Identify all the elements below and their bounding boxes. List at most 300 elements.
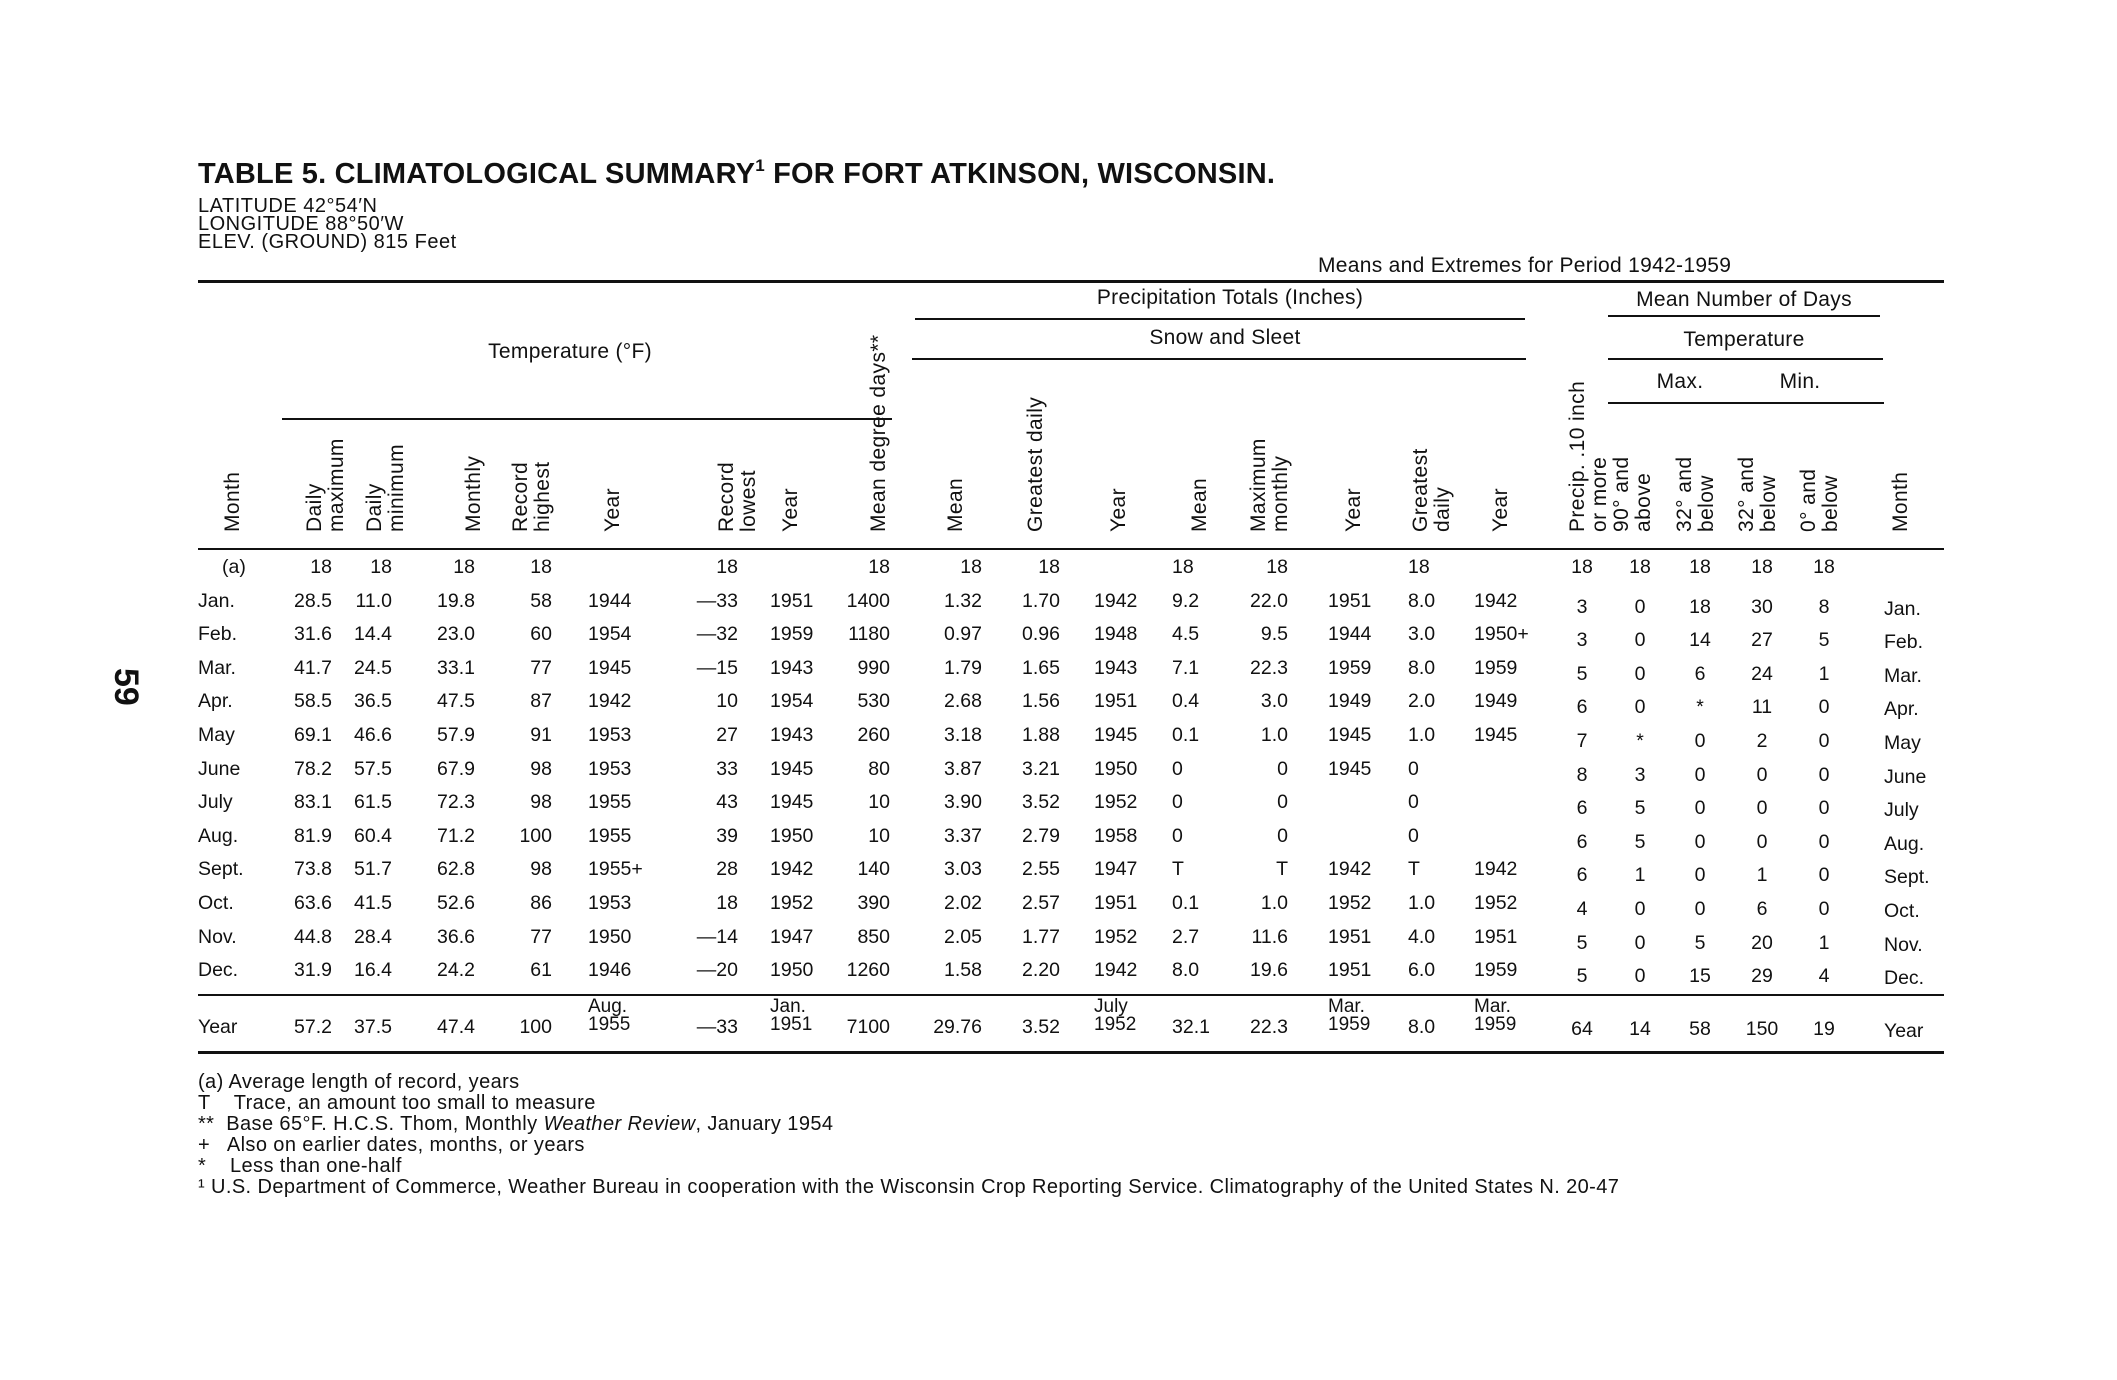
cell-year5: 1952: [1474, 892, 1518, 914]
cell-0-below: 1: [1818, 662, 1830, 685]
cell-month: Dec.: [198, 959, 239, 982]
cell-precip-10: 5: [1576, 931, 1588, 954]
cell-precip-10: 4: [1576, 898, 1588, 920]
cell-year1: 1953: [588, 724, 632, 746]
cell-monthly: 52.6: [437, 892, 475, 914]
cell-year1: 1955+: [588, 858, 643, 881]
cell-year3: 1950: [1094, 757, 1138, 780]
cell-snow-greatest: 4.0: [1408, 925, 1436, 948]
cell-degree-days: 18: [868, 556, 890, 578]
cell-record-high: 58: [530, 589, 552, 612]
cell-record-low: 18: [716, 556, 738, 578]
cell-snow-greatest: 3.0: [1408, 623, 1436, 646]
col-year-1: Year: [601, 487, 624, 532]
cell-daily-min: 11.0: [355, 589, 392, 612]
maxmin-rule: [1608, 402, 1884, 404]
cell-record-low: —15: [696, 656, 738, 679]
cell-daily-max: 44.8: [294, 925, 332, 948]
cell-monthly: 36.6: [437, 925, 475, 948]
snow-rule: [912, 358, 1526, 360]
cell-year3: 1952: [1094, 925, 1138, 948]
cell-daily-max: 31.6: [294, 623, 332, 646]
cell-precip-10: 8: [1576, 763, 1588, 786]
year-degree-days: 7100: [846, 1016, 890, 1038]
cell-0-below: 18: [1813, 556, 1835, 578]
cell-precip-mean: 3.87: [944, 757, 982, 780]
cell-precip-10: 5: [1576, 965, 1588, 988]
cell-degree-days: 260: [857, 724, 890, 746]
year-32-below-max: 58: [1689, 1018, 1711, 1040]
year-daily-max: 57.2: [294, 1016, 332, 1038]
cell-record-low: —33: [696, 589, 738, 612]
cell-greatest-daily: 1.65: [1022, 656, 1060, 679]
year-year4-month: Mar.: [1328, 996, 1365, 1017]
cell-90-above: 0: [1634, 595, 1646, 618]
cell-precip-10: 6: [1576, 864, 1588, 887]
cell-snow-mean: 0.4: [1172, 690, 1200, 713]
snow-sleet-heading: Snow and Sleet: [1149, 326, 1301, 349]
cell-degree-days: 990: [857, 656, 890, 679]
cell-greatest-daily: 3.52: [1022, 791, 1060, 814]
cell-snow-mean: 4.5: [1172, 623, 1200, 646]
bottom-rule: [198, 1051, 1944, 1054]
col-precip-10: Precip. .10 inch or more: [1566, 380, 1611, 532]
cell-snow-mean: 0: [1172, 757, 1183, 780]
cell-year2: 1954: [770, 690, 814, 713]
cell-monthly: 72.3: [437, 791, 475, 814]
cell-daily-min: 16.4: [354, 959, 392, 982]
cell-year2: 1943: [770, 724, 814, 746]
cell-90-above: 0: [1634, 931, 1646, 954]
cell-month-right: Aug.: [1884, 832, 1925, 855]
cell-max-monthly: 11.6: [1251, 925, 1288, 948]
cell-90-above: 3: [1634, 763, 1646, 786]
cell-greatest-daily: 0.96: [1022, 623, 1060, 646]
cell-snow-mean: 0.1: [1172, 892, 1200, 914]
cell-32-below-max: 5: [1694, 931, 1706, 954]
cell-month: Mar.: [198, 656, 236, 679]
cell-max-monthly: T: [1276, 858, 1288, 881]
cell-0-below: 0: [1818, 864, 1830, 887]
cell-precip-mean: 2.02: [944, 892, 982, 914]
cell-month: Jan.: [198, 589, 235, 612]
cell-0-below: 0: [1818, 696, 1830, 719]
col-daily-min: Daily minimum: [363, 444, 408, 532]
cell-monthly: 18: [453, 556, 475, 578]
cell-32-below-max: 0: [1694, 898, 1706, 920]
cell-year5: 1942: [1474, 858, 1518, 881]
year-year1: 1955: [588, 1014, 631, 1035]
cell-greatest-daily: 2.57: [1022, 892, 1060, 914]
cell-snow-mean: T: [1172, 858, 1184, 881]
cell-90-above: 5: [1634, 830, 1646, 853]
cell-greatest-daily: 1.88: [1022, 724, 1060, 746]
latitude: LATITUDE 42°54′N: [198, 195, 378, 217]
cell-32-below-min: 27: [1751, 629, 1773, 652]
cell-year3: 1947: [1094, 858, 1138, 881]
cell-90-above: 0: [1634, 662, 1646, 685]
cell-90-above: 1: [1634, 864, 1646, 887]
table-title: TABLE 5. CLIMATOLOGICAL SUMMARY$^1$ FOR FORT ATKINSON, WISCONSIN.: [198, 156, 1276, 190]
cell-record-high: 100: [519, 824, 552, 847]
cell-daily-max: 41.7: [294, 656, 332, 679]
year-daily-min: 37.5: [354, 1016, 392, 1038]
longitude: LONGITUDE 88°50′W: [198, 213, 404, 235]
cell-year2: 1952: [770, 892, 814, 914]
cell-monthly: 67.9: [437, 757, 475, 780]
cell-degree-days: 530: [857, 690, 890, 713]
cell-year2: 1950: [770, 959, 814, 982]
cell-32-below-min: 18: [1751, 556, 1773, 578]
cell-year4: 1945: [1328, 757, 1372, 780]
footnote-plus: + Also on earlier dates, months, or years: [198, 1134, 585, 1156]
col-record-high: Record highest: [509, 461, 554, 532]
year-label: Year: [198, 1016, 238, 1038]
cell-year5: 1945: [1474, 724, 1518, 746]
cell-record-high: 98: [530, 757, 552, 780]
cell-snow-greatest: 1.0: [1408, 892, 1436, 914]
cell-record-high: 86: [530, 892, 552, 914]
cell-max-monthly: 3.0: [1260, 690, 1288, 713]
cell-daily-max: 78.2: [294, 757, 332, 780]
cell-precip-mean: 1.79: [944, 656, 982, 679]
cell-year2: 1950: [770, 824, 814, 847]
cell-year1: 1953: [588, 892, 632, 914]
cell-snow-greatest: 8.0: [1408, 589, 1436, 612]
cell-record-low: 28: [716, 858, 738, 881]
cell-monthly: 62.8: [437, 858, 475, 881]
cell-32-below-min: 0: [1756, 763, 1768, 786]
cell-precip-mean: 3.37: [944, 824, 982, 847]
cell-monthly: 71.2: [437, 824, 475, 847]
cell-record-low: —14: [696, 925, 738, 948]
cell-daily-max: 18: [310, 556, 332, 578]
col-year-5: Year: [1489, 487, 1512, 532]
cell-32-below-min: 0: [1756, 830, 1768, 853]
cell-precip-mean: 3.18: [944, 724, 982, 746]
cell-precip-mean: 3.90: [944, 791, 982, 814]
cell-0-below: 0: [1818, 830, 1830, 853]
cell-32-below-min: 6: [1756, 898, 1768, 920]
cell-32-below-min: 11: [1751, 696, 1773, 719]
cell-month-right: Oct.: [1884, 900, 1920, 922]
cell-max-monthly: 18: [1266, 556, 1288, 578]
cell-degree-days: 10: [868, 824, 890, 847]
year-max-monthly: 22.3: [1250, 1016, 1288, 1038]
cell-daily-max: 28.5: [294, 589, 332, 612]
cell-month-right: Nov.: [1884, 933, 1923, 956]
cell-0-below: 0: [1818, 797, 1830, 820]
cell-year4: 1951: [1328, 925, 1372, 948]
year-greatest-daily: 3.52: [1022, 1016, 1060, 1038]
cell-precip-10: 6: [1576, 696, 1588, 719]
col-daily-max: Daily maximum: [303, 438, 348, 532]
cell-snow-greatest: 8.0: [1408, 656, 1436, 679]
cell-year5: 1950+: [1474, 623, 1529, 646]
cell-daily-max: 83.1: [294, 791, 332, 814]
cell-year5: 1942: [1474, 589, 1518, 612]
cell-year4: 1952: [1328, 892, 1372, 914]
cell-year1: 1942: [588, 690, 632, 713]
cell-0-below: 0: [1818, 898, 1830, 920]
col-degree-days: Mean degree days**: [867, 334, 890, 532]
cell-max-monthly: 22.3: [1250, 656, 1288, 679]
cell-record-high: 98: [530, 791, 552, 814]
min-heading: Min.: [1779, 370, 1821, 393]
cell-precip-10: 5: [1576, 662, 1588, 685]
cell-32-below-min: 20: [1751, 931, 1773, 954]
year-year3: 1952: [1094, 1014, 1137, 1035]
year-year4: 1959: [1328, 1014, 1371, 1035]
cell-max-monthly: 19.6: [1250, 959, 1288, 982]
cell-year1: 1954: [588, 623, 632, 646]
year-precip-10: 64: [1571, 1018, 1593, 1040]
cell-0-below: 1: [1818, 931, 1830, 954]
cell-32-below-max: 18: [1689, 556, 1711, 578]
cell-year3: 1948: [1094, 623, 1138, 646]
footnote-star: * Less than one-half: [198, 1155, 402, 1177]
col-record-low: Record lowest: [715, 461, 760, 532]
cell-greatest-daily: 18: [1038, 556, 1060, 578]
year-snow-greatest: 8.0: [1408, 1016, 1436, 1038]
cell-snow-mean: 2.7: [1172, 925, 1200, 948]
top-rule: [198, 280, 1944, 283]
cell-max-monthly: 0: [1277, 757, 1288, 780]
cell-month: June: [198, 757, 241, 780]
cell-90-above: 0: [1634, 898, 1646, 920]
cell-daily-min: 14.4: [354, 623, 392, 646]
cell-record-high: 60: [530, 623, 552, 646]
cell-snow-greatest: 18: [1408, 556, 1430, 578]
cell-0-below: 0: [1818, 763, 1830, 786]
cell-month-right: May: [1884, 732, 1921, 754]
cell-daily-min: 46.6: [354, 724, 392, 746]
footnote-a: (a) Average length of record, years: [198, 1071, 520, 1093]
cell-0-below: 4: [1818, 965, 1830, 988]
col-year-3: Year: [1107, 487, 1130, 532]
cell-32-below-min: 2: [1756, 730, 1768, 752]
cell-daily-max: 63.6: [294, 892, 332, 914]
cell-32-below-max: 14: [1689, 629, 1711, 652]
cell-32-below-max: 0: [1694, 763, 1706, 786]
year-label-right: Year: [1884, 1020, 1924, 1042]
col-month: Month: [221, 471, 244, 532]
cell-snow-greatest: 6.0: [1408, 959, 1436, 982]
cell-32-below-max: 0: [1694, 730, 1706, 752]
cell-month-right: June: [1884, 765, 1927, 788]
cell-snow-mean: 18: [1172, 556, 1194, 578]
cell-record-high: 77: [530, 656, 552, 679]
cell-month: July: [198, 791, 233, 814]
precipitation-heading: Precipitation Totals (Inches): [1096, 286, 1364, 309]
cell-year1: 1953: [588, 757, 632, 780]
cell-month: May: [198, 724, 235, 746]
cell-32-below-max: 0: [1694, 864, 1706, 887]
col-monthly: Monthly: [462, 455, 485, 532]
col-snow-mean: Mean: [1188, 477, 1211, 532]
cell-max-monthly: 22.0: [1250, 589, 1288, 612]
year-0-below: 19: [1813, 1018, 1835, 1040]
cell-degree-days: 1260: [846, 959, 890, 982]
col-max-monthly: Maximum monthly: [1247, 438, 1292, 532]
cell-month: Oct.: [198, 892, 234, 914]
days-temperature-heading: Temperature: [1683, 328, 1805, 351]
cell-year4: 1945: [1328, 724, 1372, 746]
cell-year4: 1949: [1328, 690, 1372, 713]
cell-year4: 1951: [1328, 959, 1372, 982]
footnote-trace: T Trace, an amount too small to measure: [198, 1092, 596, 1114]
cell-snow-greatest: 0: [1408, 824, 1419, 847]
cell-month-right: Sept.: [1884, 866, 1930, 889]
cell-record-low: —32: [696, 623, 738, 646]
cell-daily-max: 73.8: [294, 858, 332, 881]
header-bottom-rule: [198, 548, 1944, 550]
cell-month-right: Feb.: [1884, 631, 1924, 654]
col-precip-mean: Mean: [944, 477, 967, 532]
cell-year1: 1944: [588, 589, 632, 612]
cell-precip-10: 18: [1571, 556, 1593, 578]
year-year5-month: Mar.: [1474, 996, 1511, 1017]
cell-record-high: 77: [530, 925, 552, 948]
cell-snow-greatest: 1.0: [1408, 724, 1436, 746]
year-monthly: 47.4: [437, 1016, 475, 1038]
temperature-rule: [282, 418, 892, 420]
col-greatest-daily: Greatest daily: [1024, 396, 1047, 532]
col-90-above: 90° and above: [1610, 456, 1655, 532]
cell-90-above: 0: [1634, 629, 1646, 652]
year-rule: [198, 994, 1944, 996]
cell-32-below-min: 1: [1756, 864, 1768, 887]
year-year2: 1951: [770, 1014, 813, 1035]
cell-record-low: 27: [716, 724, 738, 746]
cell-daily-min: 18: [370, 556, 392, 578]
cell-month: Nov.: [198, 925, 237, 948]
year-year3-month: July: [1094, 996, 1128, 1017]
cell-year2: 1945: [770, 757, 814, 780]
cell-90-above: 5: [1634, 797, 1646, 820]
cell-record-high: 98: [530, 858, 552, 881]
cell-snow-mean: 0: [1172, 824, 1183, 847]
cell-year3: 1942: [1094, 959, 1138, 982]
cell-32-below-min: 30: [1751, 595, 1773, 618]
cell-daily-max: 58.5: [294, 690, 332, 713]
cell-snow-mean: 0: [1172, 791, 1183, 814]
cell-precip-10: 6: [1576, 797, 1588, 820]
year-snow-mean: 32.1: [1172, 1016, 1210, 1038]
cell-precip-mean: 2.05: [944, 925, 982, 948]
cell-precip-mean: 3.03: [944, 858, 982, 881]
cell-32-below-min: 24: [1751, 662, 1773, 685]
cell-year1: 1945: [588, 656, 632, 679]
mean-days-rule: [1608, 315, 1880, 317]
cell-daily-min: 57.5: [354, 757, 392, 780]
footnote-base: ** Base 65°F. H.C.S. Thom, Monthly Weather Review, January 1954: [198, 1113, 834, 1135]
cell-90-above: 0: [1634, 965, 1646, 988]
cell-year4: 1959: [1328, 656, 1372, 679]
year-year2-month: Jan.: [770, 996, 806, 1017]
col-year-2: Year: [779, 487, 802, 532]
cell-year3: 1951: [1094, 690, 1138, 713]
cell-year2: 1951: [770, 589, 814, 612]
cell-year1: 1946: [588, 959, 632, 982]
cell-year1: 1955: [588, 791, 632, 814]
cell-monthly: 24.2: [437, 959, 475, 982]
cell-degree-days: 1180: [848, 623, 890, 646]
cell-precip-10: 3: [1576, 629, 1588, 652]
cell-32-below-max: 0: [1694, 797, 1706, 820]
cell-greatest-daily: 2.79: [1022, 824, 1060, 847]
footnote-source: ¹ U.S. Department of Commerce, Weather Bureau in cooperation with the Wisconsin Crop Reporting Service. Climatography of the United States N. 20-47: [198, 1176, 1620, 1198]
col-0-below: 0° and below: [1797, 468, 1842, 532]
cell-32-below-max: 0: [1694, 830, 1706, 853]
cell-precip-mean: 2.68: [944, 690, 982, 713]
cell-year3: 1945: [1094, 724, 1138, 746]
cell-32-below-max: 6: [1694, 662, 1706, 685]
cell-month-right: Dec.: [1884, 967, 1925, 990]
cell-year5: 1959: [1474, 656, 1518, 679]
cell-0-below: 5: [1818, 629, 1830, 652]
cell-greatest-daily: 2.55: [1022, 858, 1060, 881]
cell-year5: 1959: [1474, 959, 1518, 982]
cell-monthly: 23.0: [437, 623, 475, 646]
page-number: 59: [107, 668, 145, 706]
year-32-below-min: 150: [1745, 1018, 1779, 1040]
cell-record-high: 91: [530, 724, 552, 746]
cell-max-monthly: 0: [1277, 824, 1288, 847]
cell-max-monthly: 0: [1277, 791, 1288, 814]
cell-daily-min: 60.4: [354, 824, 392, 847]
cell-degree-days: 10: [868, 791, 890, 814]
period-label: Means and Extremes for Period 1942-1959: [1318, 254, 1732, 277]
cell-monthly: 33.1: [437, 656, 475, 679]
col-32-below-max: 32° and below: [1673, 456, 1718, 532]
cell-record-low: 10: [716, 690, 738, 713]
cell-year5: 1951: [1474, 925, 1518, 948]
cell-year2: 1943: [770, 656, 814, 679]
cell-max-monthly: 1.0: [1260, 724, 1288, 746]
cell-0-below: 8: [1818, 595, 1830, 618]
cell-32-below-min: 29: [1751, 965, 1773, 988]
col-snow-greatest: Greatest daily: [1409, 448, 1454, 532]
elevation: ELEV. (GROUND) 815 Feet: [198, 231, 457, 253]
col-32-below-min: 32° and below: [1735, 456, 1780, 532]
cell-record-low: —20: [696, 959, 738, 982]
cell-0-below: 0: [1818, 730, 1830, 752]
cell-precip-mean: 18: [960, 556, 982, 578]
cell-month: Aug.: [198, 824, 239, 847]
cell-snow-greatest: 2.0: [1408, 690, 1436, 713]
cell-month-right: Mar.: [1884, 664, 1922, 687]
cell-degree-days: 140: [857, 858, 890, 881]
cell-90-above: 0: [1634, 696, 1646, 719]
cell-32-below-max: *: [1696, 696, 1704, 719]
cell-90-above: 18: [1629, 556, 1651, 578]
max-heading: Max.: [1656, 370, 1704, 393]
cell-precip-10: 3: [1576, 595, 1588, 618]
cell-daily-max: 31.9: [294, 959, 332, 982]
cell-32-below-min: 0: [1756, 797, 1768, 820]
cell-daily-min: 41.5: [354, 892, 392, 914]
cell-greatest-daily: 1.70: [1022, 589, 1060, 612]
cell-snow-mean: 0.1: [1172, 724, 1200, 746]
cell-month-right: Jan.: [1884, 597, 1921, 620]
cell-month-right: Apr.: [1884, 698, 1919, 721]
cell-daily-min: 24.5: [354, 656, 392, 679]
cell-record-low: 18: [716, 892, 738, 914]
temperature-heading: Temperature (°F): [488, 340, 652, 363]
cell-precip-10: 6: [1576, 830, 1588, 853]
cell-precip-mean: 1.32: [944, 589, 982, 612]
